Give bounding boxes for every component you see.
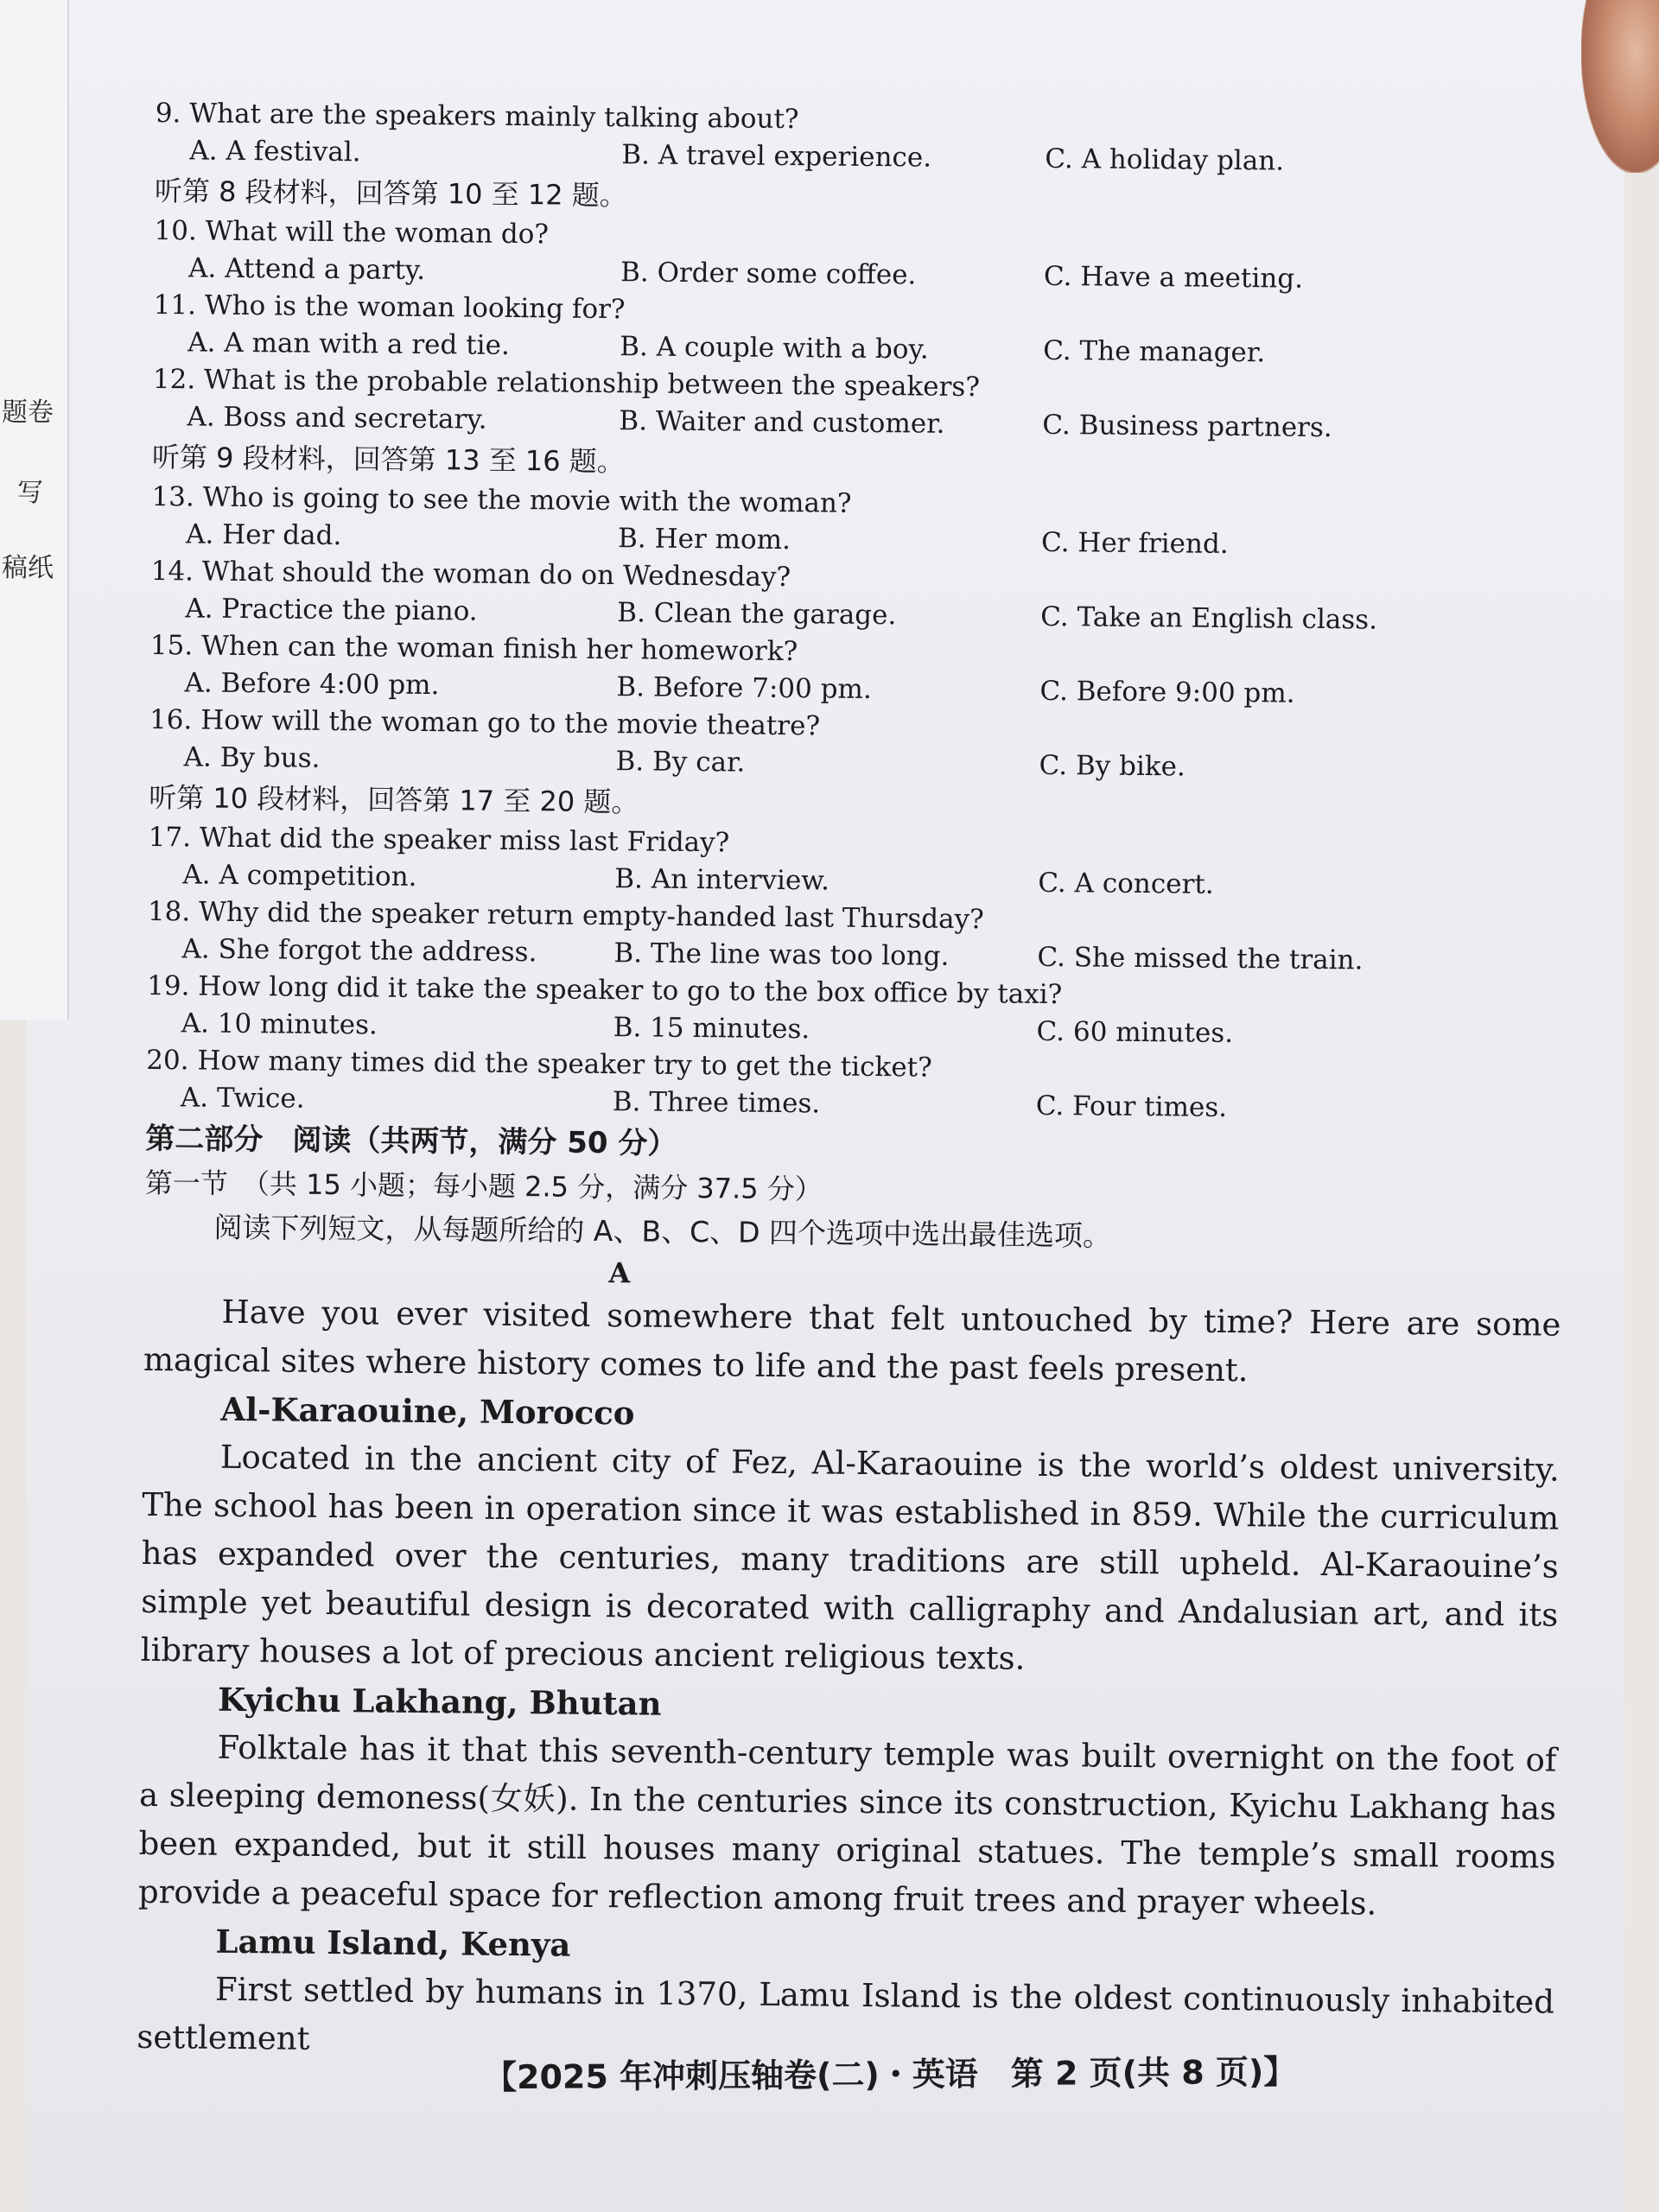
question-stem: 12. What is the probable relationship between the speakers?: [152, 363, 981, 404]
option-b: B. The line was too long.: [613, 938, 950, 972]
passage-letter: A: [608, 1256, 631, 1290]
option-c: C. A holiday plan.: [1045, 143, 1285, 177]
option-b: B. An interview.: [614, 863, 830, 897]
option-b: B. Her mom.: [617, 523, 791, 556]
question-stem: 14. What should the woman do on Wednesday?: [150, 555, 791, 594]
listening-section-heading: 听第 10 段材料，回答第 17 至 20 题。: [149, 780, 639, 819]
option-c: C. By bike.: [1039, 749, 1185, 783]
option-b: B. Three times.: [612, 1086, 821, 1120]
option-c: C. A concert.: [1038, 867, 1214, 900]
option-a: A. A man with a red tie.: [188, 327, 510, 361]
instruction: 阅读下列短文，从每题所给的 A、B、C、D 四个选项中选出最佳选项。: [213, 1210, 1112, 1253]
page-footer: 【2025 年冲刺压轴卷(二)・英语 第 2 页(共 8 页)】: [483, 2052, 1297, 2097]
option-c: C. Four times.: [1035, 1090, 1228, 1123]
question-stem: 19. How long did it take the speaker to go to the box office by taxi?: [146, 969, 1063, 1011]
option-a: A. Boss and secretary.: [187, 401, 487, 435]
option-c: C. The manager.: [1043, 334, 1266, 369]
listening-section-heading: 听第 8 段材料，回答第 10 至 12 题。: [154, 174, 627, 213]
site-title: Kyichu Lakhang, Bhutan: [217, 1680, 662, 1723]
question-stem: 18. Why did the speaker return empty-handed last Thursday?: [147, 895, 984, 936]
site-text: Located in the ancient city of Fez, Al-Karaouine is the world’s oldest university. The school has been in operation since it was established in 859. While the curriculum has expanded over the centuries, many traditions are still upheld. Al-Karaouine’s simple yet beautiful design is decorated with calligraphy and Andalusian art, and its library houses a lot of precious ancient religious texts.: [140, 1438, 1560, 1677]
option-b: B. Clean the garage.: [617, 597, 897, 632]
question-stem: 15. When can the woman finish her homework?: [149, 629, 798, 668]
left-margin-strip: [0, 0, 69, 1020]
margin-mark: 写: [17, 478, 43, 508]
option-a: A. She forgot the address.: [181, 933, 537, 969]
option-a: A. Before 4:00 pm.: [184, 667, 440, 702]
listening-questions: [146, 95, 1590, 1130]
question-stem: 16. How will the woman go to the movie theatre?: [149, 703, 821, 742]
page-content: [137, 95, 1590, 2075]
margin-mark: 题卷: [2, 397, 54, 428]
question-stem: 9. What are the speakers mainly talking about?: [155, 97, 799, 136]
option-c: C. 60 minutes.: [1036, 1015, 1234, 1050]
passage-intro: Have you ever visited somewhere that felt untouched by time? Here are some magical sites where history comes to life and the past feels present.: [143, 1293, 1561, 1389]
option-b: B. Order some coffee.: [620, 257, 917, 291]
option-b: B. A travel experience.: [621, 139, 932, 174]
question-stem: 17. What did the speaker miss last Friday?: [148, 821, 730, 859]
option-b: B. Waiter and customer.: [619, 405, 945, 440]
option-a: A. Attend a party.: [188, 252, 426, 287]
option-c: C. She missed the train.: [1037, 941, 1363, 976]
option-a: A. A competition.: [182, 859, 417, 893]
listening-section-heading: 听第 9 段材料，回答第 13 至 16 题。: [151, 440, 625, 479]
option-b: B. 15 minutes.: [613, 1012, 810, 1046]
option-a: A. By bus.: [183, 741, 321, 774]
question-stem: 11. Who is the woman looking for?: [153, 289, 626, 326]
part-title: 第二部分 阅读（共两节，满分 50 分）: [145, 1121, 677, 1161]
site-title: Al-Karaouine, Morocco: [220, 1389, 635, 1433]
option-b: B. By car.: [615, 746, 746, 779]
question-stem: 10. What will the woman do?: [154, 214, 550, 251]
section-title: 第一节 （共 15 小题；每小题 2.5 分，满分 37.5 分）: [144, 1166, 823, 1206]
option-b: B. Before 7:00 pm.: [616, 671, 872, 705]
option-a: A. 10 minutes.: [181, 1007, 378, 1041]
option-c: C. Have a meeting.: [1043, 260, 1304, 295]
option-c: C. Before 9:00 pm.: [1039, 675, 1295, 709]
option-c: C. Business partners.: [1042, 409, 1332, 444]
question-stem: 20. How many times did the speaker try to get the ticket?: [146, 1044, 932, 1084]
option-c: C. Take an English class.: [1040, 601, 1378, 636]
finger-corner: [1581, 0, 1659, 173]
option-a: A. Twice.: [180, 1082, 305, 1115]
site-title: Lamu Island, Kenya: [215, 1922, 571, 1964]
question-stem: 13. Who is going to see the movie with the woman?: [151, 480, 852, 519]
option-a: A. Her dad.: [185, 518, 342, 552]
site-text: First settled by humans in 1370, Lamu Island is the oldest continuously inhabited settlement: [137, 1970, 1555, 2057]
site-text: Folktale has it that this seventh-century temple was built overnight on the foot of a sleeping demoness(女妖). In the centuries since its construction, Kyichu Lakhang has been expanded, but it still houses many original statues. The temple’s small rooms provide a peaceful space for reflection among fruit trees and prayer wheels.: [137, 1728, 1557, 1923]
option-b: B. A couple with a boy.: [620, 331, 929, 365]
option-c: C. Her friend.: [1040, 526, 1229, 560]
option-a: A. Practice the piano.: [185, 593, 478, 627]
margin-mark: 稿纸: [2, 553, 54, 583]
option-a: A. A festival.: [189, 135, 361, 168]
